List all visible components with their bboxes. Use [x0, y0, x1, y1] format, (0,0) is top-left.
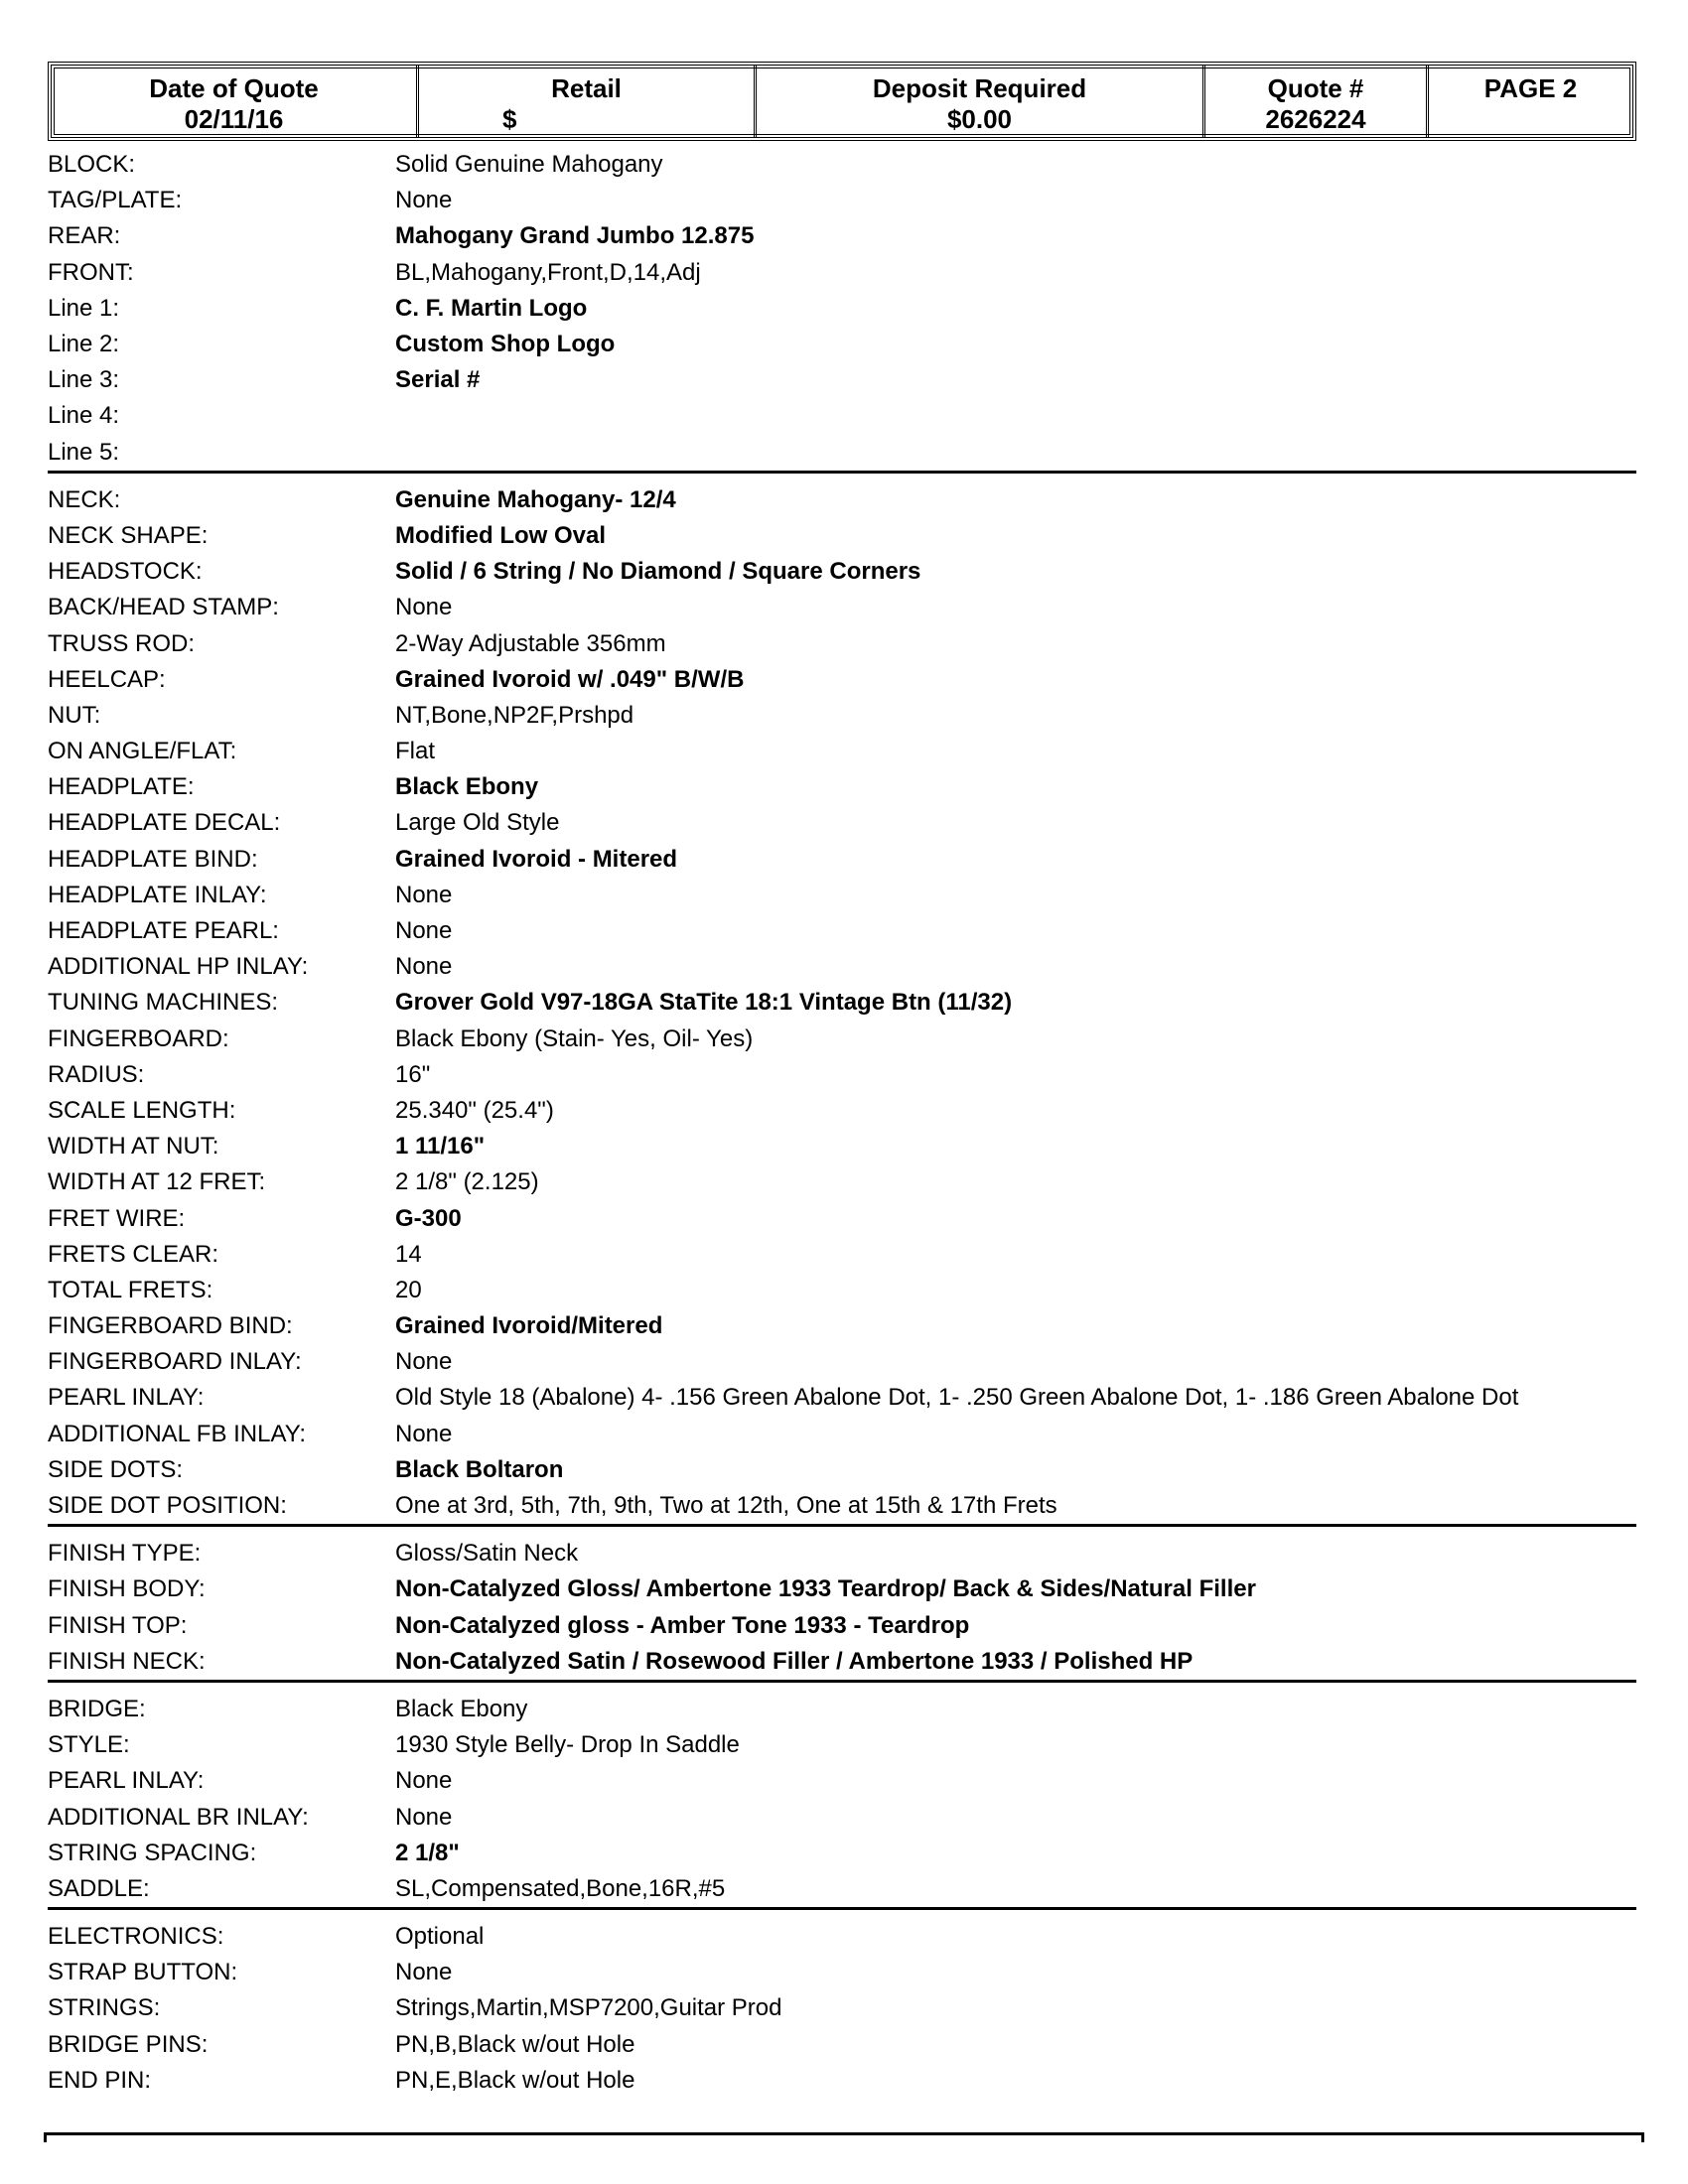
- spec-value: Black Ebony: [395, 773, 539, 801]
- spec-value: Black Boltaron: [395, 1455, 564, 1483]
- spec-label: ADDITIONAL BR INLAY:: [48, 1803, 309, 1831]
- spec-row: [48, 1990, 1636, 2026]
- spec-label: Line 2:: [48, 331, 120, 358]
- spec-label: HEADPLATE:: [48, 773, 195, 801]
- spec-label: FRET WIRE:: [48, 1204, 186, 1232]
- spec-value: PN,B,Black w/out Hole: [395, 2030, 635, 2058]
- spec-row: [48, 1057, 1636, 1093]
- spec-row: [48, 1344, 1636, 1380]
- spec-row: [48, 482, 1636, 518]
- spec-value: Grained Ivoroid - Mitered: [395, 845, 678, 873]
- spec-value: Strings,Martin,MSP7200,Guitar Prod: [395, 1994, 782, 2022]
- spec-label: FRETS CLEAR:: [48, 1240, 219, 1268]
- spec-value: None: [395, 1767, 453, 1795]
- spec-label: FRONT:: [48, 258, 134, 286]
- spec-value: None: [395, 1803, 453, 1831]
- spec-row: [48, 1536, 1636, 1571]
- spec-label: TOTAL FRETS:: [48, 1276, 213, 1303]
- spec-label: FINISH BODY:: [48, 1575, 206, 1603]
- spec-list: [48, 147, 1636, 2108]
- footer-rule: [44, 2132, 1644, 2135]
- spec-row: [48, 1488, 1636, 1524]
- spec-label: NECK:: [48, 485, 121, 513]
- section-finish: [48, 1536, 1636, 1683]
- spec-label: Line 5:: [48, 438, 120, 466]
- spec-row: [48, 435, 1636, 471]
- spec-label: BRIDGE PINS:: [48, 2030, 209, 2058]
- spec-value: Gloss/Satin Neck: [395, 1540, 579, 1568]
- spec-value: 2-Way Adjustable 356mm: [395, 629, 666, 657]
- spec-label: Line 3:: [48, 366, 120, 394]
- spec-row: [48, 327, 1636, 362]
- spec-value: Large Old Style: [395, 809, 560, 837]
- spec-label: ON ANGLE/FLAT:: [48, 738, 237, 765]
- spec-value: 20: [395, 1276, 422, 1303]
- spec-value: SL,Compensated,Bone,16R,#5: [395, 1874, 726, 1902]
- spec-row: [48, 1273, 1636, 1308]
- spec-value: Non-Catalyzed gloss - Amber Tone 1933 - Teardrop: [395, 1611, 970, 1639]
- spec-value: 2 1/8" (2.125): [395, 1168, 539, 1196]
- spec-row: [48, 1955, 1636, 1990]
- spec-row: [48, 625, 1636, 661]
- spec-row: [48, 698, 1636, 734]
- spec-row: [48, 1380, 1636, 1416]
- retail-cell: [419, 66, 757, 137]
- spec-value: Non-Catalyzed Satin / Rosewood Filler / Ambertone 1933 / Polished HP: [395, 1647, 1194, 1675]
- spec-label: RADIUS:: [48, 1060, 145, 1088]
- page-label: PAGE 2: [1483, 73, 1578, 103]
- spec-value: Flat: [395, 738, 436, 765]
- date-of-quote-label: Date of Quote: [149, 73, 319, 103]
- spec-row: [48, 662, 1636, 698]
- spec-row: [48, 183, 1636, 218]
- spec-row: [48, 1093, 1636, 1129]
- spec-label: FINGERBOARD BIND:: [48, 1312, 293, 1340]
- quote-number-value: 2626224: [1265, 104, 1366, 134]
- spec-label: TRUSS ROD:: [48, 629, 196, 657]
- spec-row: [48, 1417, 1636, 1452]
- spec-value: 1930 Style Belly- Drop In Saddle: [395, 1731, 740, 1759]
- spec-value: None: [395, 917, 453, 945]
- spec-value: Serial #: [395, 366, 481, 394]
- spec-row: [48, 554, 1636, 590]
- spec-value: BL,Mahogany,Front,D,14,Adj: [395, 258, 701, 286]
- spec-label: ADDITIONAL FB INLAY:: [48, 1420, 307, 1447]
- spec-label: FINISH NECK:: [48, 1647, 206, 1675]
- spec-label: STRINGS:: [48, 1994, 161, 2022]
- spec-label: SCALE LENGTH:: [48, 1096, 236, 1124]
- spec-row: [48, 913, 1636, 949]
- spec-row: [48, 1608, 1636, 1644]
- spec-label: FINISH TYPE:: [48, 1540, 202, 1568]
- spec-value: PN,E,Black w/out Hole: [395, 2066, 635, 2094]
- spec-value: Grover Gold V97-18GA StaTite 18:1 Vintage Btn (11/32): [395, 989, 1013, 1017]
- spec-label: TAG/PLATE:: [48, 187, 183, 214]
- spec-value: Optional: [395, 1923, 485, 1951]
- spec-row: [48, 1164, 1636, 1200]
- spec-label: END PIN:: [48, 2066, 152, 2094]
- spec-label: Line 4:: [48, 402, 120, 430]
- spec-row: [48, 1571, 1636, 1607]
- spec-label: FINGERBOARD:: [48, 1024, 229, 1052]
- spec-value: Solid Genuine Mahogany: [395, 151, 663, 179]
- spec-value: 1 11/16": [395, 1133, 486, 1160]
- spec-row: [48, 291, 1636, 327]
- spec-row: [48, 1022, 1636, 1057]
- spec-row: [48, 1799, 1636, 1835]
- spec-value: None: [395, 1348, 453, 1376]
- spec-label: PEARL INLAY:: [48, 1384, 205, 1412]
- spec-value: Mahogany Grand Jumbo 12.875: [395, 222, 755, 250]
- spec-label: FINISH TOP:: [48, 1611, 188, 1639]
- spec-row: [48, 362, 1636, 398]
- spec-label: REAR:: [48, 222, 121, 250]
- section-neck: [48, 482, 1636, 1527]
- spec-row: [48, 518, 1636, 554]
- spec-label: HEADSTOCK:: [48, 558, 203, 586]
- spec-value: Non-Catalyzed Gloss/ Ambertone 1933 Teardrop/ Back & Sides/Natural Filler: [395, 1575, 1256, 1603]
- quote-header: [48, 62, 1636, 141]
- spec-value: Solid / 6 String / No Diamond / Square Corners: [395, 558, 921, 586]
- spec-value: Custom Shop Logo: [395, 331, 616, 358]
- spec-row: [48, 218, 1636, 254]
- spec-row: [48, 1763, 1636, 1799]
- spec-row: [48, 1308, 1636, 1344]
- spec-label: SADDLE:: [48, 1874, 150, 1902]
- spec-label: ELECTRONICS:: [48, 1923, 224, 1951]
- spec-row: [48, 769, 1636, 805]
- spec-label: HEADPLATE INLAY:: [48, 881, 267, 908]
- spec-label: HEELCAP:: [48, 665, 166, 693]
- spec-row: [48, 2027, 1636, 2063]
- spec-label: STRING SPACING:: [48, 1839, 257, 1866]
- spec-row: [48, 2063, 1636, 2099]
- spec-row: [48, 1452, 1636, 1488]
- spec-value: Old Style 18 (Abalone) 4- .156 Green Abalone Dot, 1- .250 Green Abalone Dot, 1- .186 Green Abalone Dot: [395, 1384, 1519, 1412]
- spec-label: BRIDGE:: [48, 1695, 146, 1722]
- spec-row: [48, 1692, 1636, 1727]
- spec-row: [48, 734, 1636, 769]
- spec-row: [48, 878, 1636, 913]
- spec-label: SIDE DOTS:: [48, 1455, 184, 1483]
- spec-row: [48, 1871, 1636, 1907]
- spec-value: One at 3rd, 5th, 7th, 9th, Two at 12th, One at 15th & 17th Frets: [395, 1492, 1057, 1520]
- spec-row: [48, 1836, 1636, 1871]
- spec-label: NUT:: [48, 701, 101, 729]
- spec-row: [48, 985, 1636, 1021]
- deposit-cell: [757, 66, 1205, 137]
- spec-value: Grained Ivoroid w/ .049" B/W/B: [395, 665, 745, 693]
- spec-row: [48, 1727, 1636, 1763]
- spec-value: None: [395, 1420, 453, 1447]
- spec-value: None: [395, 881, 453, 908]
- section-body-block: [48, 147, 1636, 474]
- spec-row: [48, 255, 1636, 291]
- date-of-quote-value: 02/11/16: [184, 104, 284, 134]
- spec-label: HEADPLATE PEARL:: [48, 917, 279, 945]
- spec-label: BACK/HEAD STAMP:: [48, 594, 279, 621]
- retail-label: Retail: [551, 73, 622, 103]
- spec-value: 25.340" (25.4"): [395, 1096, 554, 1124]
- spec-value: Genuine Mahogany- 12/4: [395, 485, 676, 513]
- deposit-label: Deposit Required: [872, 73, 1087, 103]
- retail-value: $: [502, 104, 517, 134]
- date-of-quote-cell: [52, 66, 419, 137]
- spec-label: HEADPLATE DECAL:: [48, 809, 281, 837]
- spec-label: PEARL INLAY:: [48, 1767, 205, 1795]
- spec-value: 14: [395, 1240, 422, 1268]
- spec-value: Black Ebony (Stain- Yes, Oil- Yes): [395, 1024, 754, 1052]
- quote-number-cell: [1205, 66, 1429, 137]
- spec-value: C. F. Martin Logo: [395, 294, 588, 322]
- spec-row: [48, 398, 1636, 434]
- spec-label: STYLE:: [48, 1731, 130, 1759]
- spec-value: 2 1/8": [395, 1839, 460, 1866]
- spec-label: Line 1:: [48, 294, 120, 322]
- spec-row: [48, 1919, 1636, 1955]
- spec-row: [48, 1129, 1636, 1164]
- spec-value: 16": [395, 1060, 431, 1088]
- spec-row: [48, 949, 1636, 985]
- spec-value: G-300: [395, 1204, 462, 1232]
- spec-label: ADDITIONAL HP INLAY:: [48, 953, 309, 981]
- spec-value: None: [395, 953, 453, 981]
- page-cell: [1429, 66, 1632, 137]
- spec-label: TUNING MACHINES:: [48, 989, 279, 1017]
- spec-row: [48, 147, 1636, 183]
- section-accessories: [48, 1919, 1636, 2099]
- spec-label: WIDTH AT 12 FRET:: [48, 1168, 266, 1196]
- spec-label: SIDE DOT POSITION:: [48, 1492, 287, 1520]
- spec-value: None: [395, 1959, 453, 1986]
- spec-label: HEADPLATE BIND:: [48, 845, 258, 873]
- spec-row: [48, 1644, 1636, 1680]
- spec-row: [48, 590, 1636, 625]
- spec-label: BLOCK:: [48, 151, 136, 179]
- spec-row: [48, 805, 1636, 841]
- spec-value: Modified Low Oval: [395, 521, 607, 549]
- spec-label: WIDTH AT NUT:: [48, 1133, 219, 1160]
- deposit-value: $0.00: [946, 104, 1013, 134]
- spec-value: None: [395, 187, 453, 214]
- quote-number-label: Quote #: [1267, 73, 1364, 103]
- spec-label: NECK SHAPE:: [48, 521, 209, 549]
- spec-row: [48, 1200, 1636, 1236]
- spec-row: [48, 1237, 1636, 1273]
- section-bridge: [48, 1692, 1636, 1910]
- spec-value: Grained Ivoroid/Mitered: [395, 1312, 663, 1340]
- spec-value: None: [395, 594, 453, 621]
- spec-value: NT,Bone,NP2F,Prshpd: [395, 701, 634, 729]
- spec-label: STRAP BUTTON:: [48, 1959, 238, 1986]
- spec-row: [48, 842, 1636, 878]
- spec-value: Black Ebony: [395, 1695, 528, 1722]
- spec-label: FINGERBOARD INLAY:: [48, 1348, 302, 1376]
